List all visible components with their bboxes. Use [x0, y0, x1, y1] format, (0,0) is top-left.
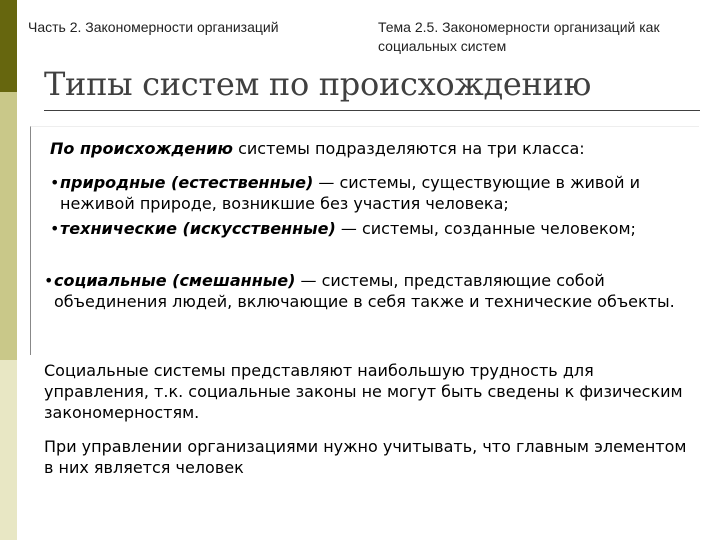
stripe-light-block — [0, 360, 17, 540]
paragraph-difficulty: Социальные системы представляют наибольшую трудность для управления, т.к. социальные законы не могут быть сведены к физическим закономерностям. — [44, 361, 683, 422]
item-term: природные (естественные) — [60, 173, 314, 192]
bullet-icon: • — [44, 271, 54, 290]
item-desc: — системы, существующие в живой и неживой природе, возникшие без участия человека; — [60, 173, 640, 213]
list-item — [50, 218, 700, 239]
item-desc: — системы, созданные человеком; — [335, 219, 636, 238]
item-desc: — системы, представляющие собой объединения людей, включающие в себя также и технические объекты. — [54, 271, 675, 311]
stripe-mid-block — [0, 92, 17, 360]
header-topic — [378, 18, 718, 56]
paragraph-human-element: При управлении организациями нужно учитывать, что главным элементом в них является человек — [44, 437, 687, 477]
intro-text — [50, 138, 585, 159]
item-term: технические (искусственные) — [60, 219, 336, 238]
bullet-icon: • — [50, 173, 60, 192]
title-underline — [44, 110, 700, 111]
bullet-icon: • — [50, 219, 60, 238]
list-item — [44, 270, 700, 312]
slide-title: Типы систем по происхождению — [44, 65, 592, 103]
list-item — [50, 172, 700, 214]
stripe-dark-block — [0, 0, 17, 92]
intro-emphasis: По происхождению — [50, 139, 233, 158]
item-term: социальные (смешанные) — [54, 271, 296, 290]
left-decor-stripe — [0, 0, 17, 540]
classification-box — [30, 126, 699, 355]
header-topic-line2: социальных систем — [378, 38, 507, 54]
header-topic-line1: Тема 2.5. Закономерности организаций как — [378, 19, 660, 35]
intro-rest: системы подразделяются на три класса: — [232, 139, 585, 158]
header-part: Часть 2. Закономерности организаций — [28, 19, 279, 35]
